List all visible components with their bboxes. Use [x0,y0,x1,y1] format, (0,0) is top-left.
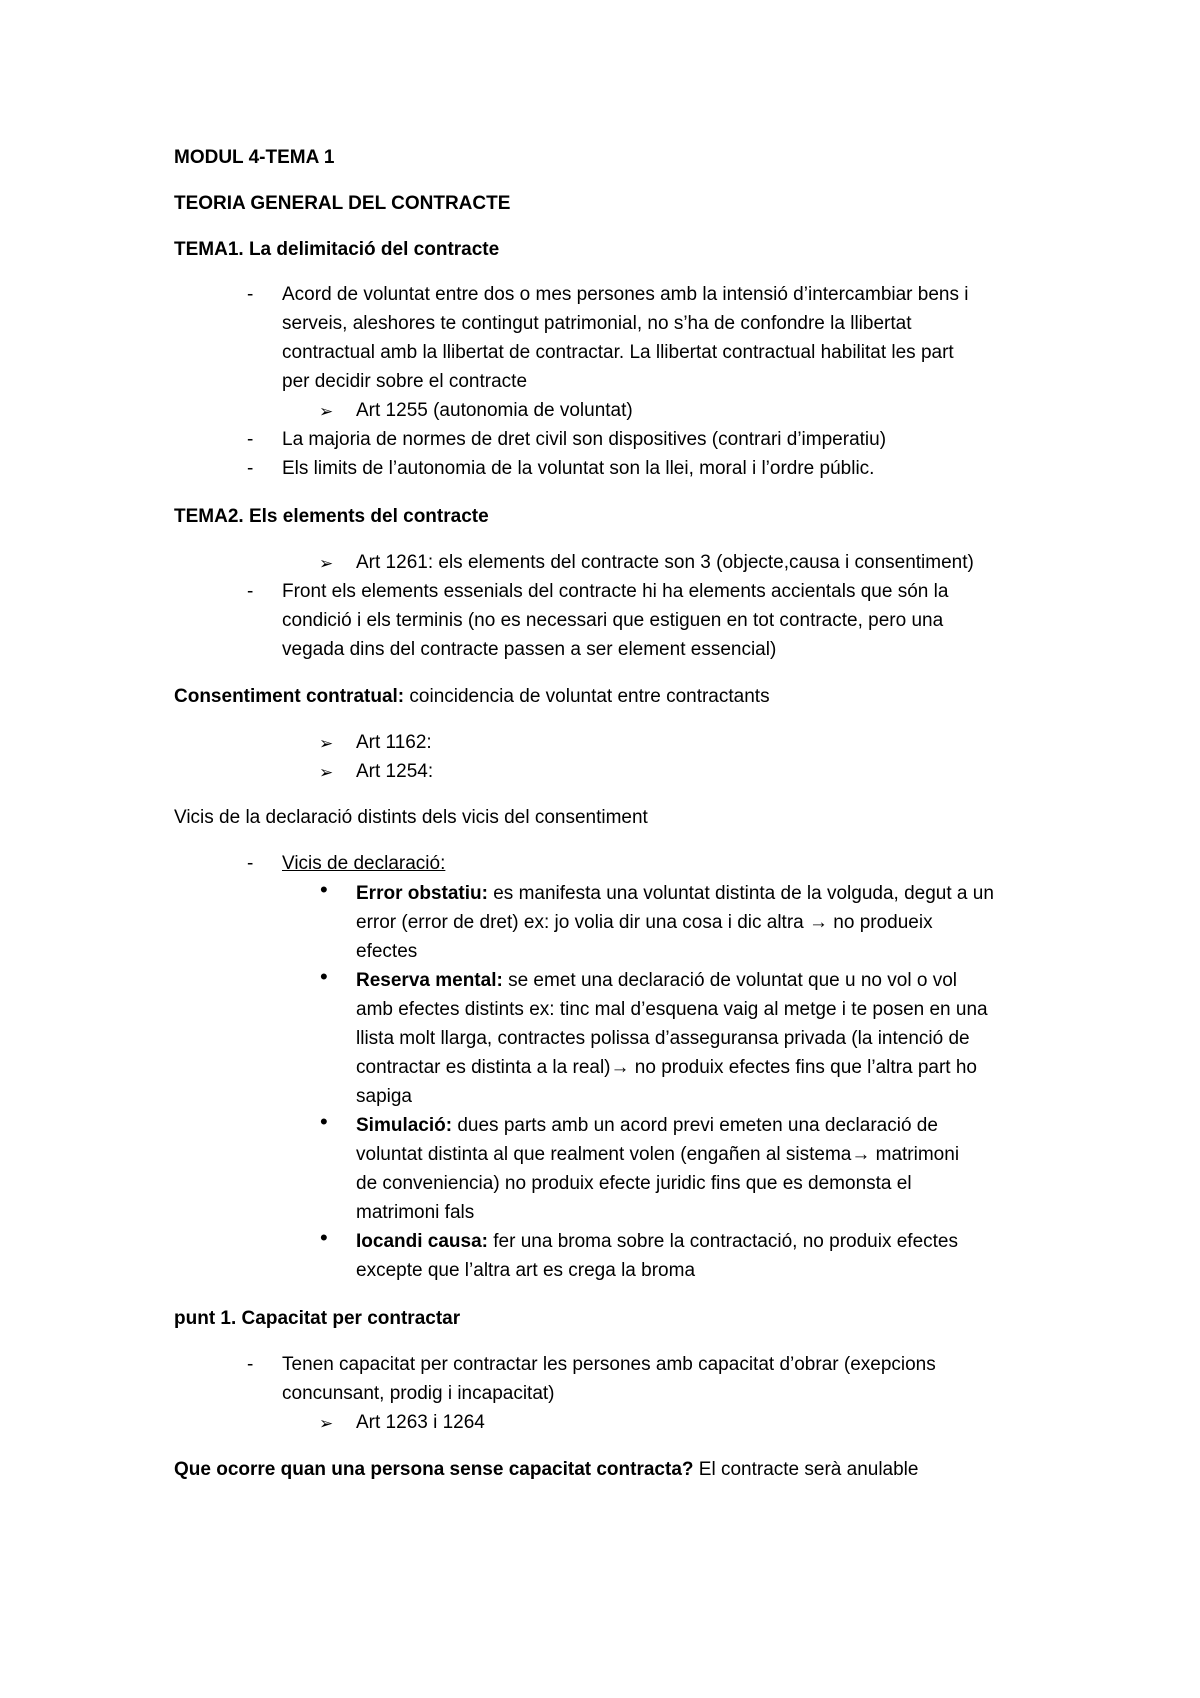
article-ref: Art 1255 (autonomia de voluntat) [356,400,633,421]
bullet-text: se emet una declaració de voluntat que u no vol o vol [502,970,957,991]
bullet-text: es manifesta una voluntat distinta de la volguda, degut a un [487,883,994,904]
bullet-item [356,1228,958,1256]
term-bold: Reserva mental: [356,970,503,991]
list-item: Tenen capacitat per contractar les persones amb capacitat d’obrar (exepcions [282,1354,936,1375]
bullet-text: error (error de dret) ex: jo volia dir una cosa i dic altra [356,912,810,933]
section-heading-tema1: TEMA1. La delimitació del contracte [174,239,500,260]
list-item-cont: condició i els terminis (no es necessari que estiguen en tot contracte, pero una [282,610,944,631]
subheading-vicis-declaracio: Vicis de declaració: [282,853,446,874]
arrow-bullet-icon: ➢ [319,554,334,573]
list-item: La majoria de normes de dret civil son dispositives (contrari d’imperatiu) [282,429,887,450]
article-ref: Art 1254: [356,761,434,782]
bullet-text: no produix efectes fins que l’altra part ho [629,1057,977,1078]
document-title: TEORIA GENERAL DEL CONTRACTE [174,193,511,214]
right-arrow-icon: → [610,1057,630,1078]
right-arrow-icon: → [851,1144,871,1165]
section-heading-tema2: TEMA2. Els elements del contracte [174,506,489,527]
right-arrow-icon: → [809,912,829,933]
bullet-item [356,880,994,908]
bullet-item-cont: sapiga [356,1086,412,1107]
term-bold: Consentiment contratual: [174,686,405,707]
bullet-text: matrimoni [870,1144,960,1165]
article-ref: Art 1263 i 1264 [356,1412,485,1433]
arrow-bullet-icon: ➢ [319,763,334,782]
bullet-text: fer una broma sobre la contractació, no produix efectes [488,1231,958,1252]
bullet-text: voluntat distinta al que realment volen (engañen al sistema [356,1144,852,1165]
bullet-icon: • [320,964,328,989]
dash-marker: - [247,1354,254,1375]
list-item-cont: serveis, aleshores te contingut patrimonial, no s’ha de confondre la llibertat [282,313,912,334]
answer-text: El contracte serà anulable [693,1459,919,1480]
paragraph-question [174,1456,918,1484]
term-bold: Simulació: [356,1115,453,1136]
arrow-bullet-icon: ➢ [319,402,334,421]
bullet-item-cont: matrimoni fals [356,1202,475,1223]
dash-marker: - [247,853,254,874]
bullet-item-cont: llista molt llarga, contractes polissa d’asseguransa privada (la intenció de [356,1028,970,1049]
bullet-icon: • [320,1109,328,1134]
bullet-item-cont: de conveniencia) no produix efecte juridic fins que es demonsta el [356,1173,912,1194]
bullet-text: contractar es distinta a la real) [356,1057,611,1078]
paragraph-vicis: Vicis de la declaració distints dels vicis del consentiment [174,807,648,828]
paragraph-consentiment [174,683,770,711]
question-bold: Que ocorre quan una persona sense capacitat contracta? [174,1459,694,1480]
bullet-item-cont: excepte que l’altra art es crega la broma [356,1260,696,1281]
list-item: Els limits de l’autonomia de la voluntat son la llei, moral i l’ordre públic. [282,458,875,479]
article-ref: Art 1162: [356,732,432,753]
bullet-item-cont [356,1054,977,1082]
bullet-text: no produeix [828,912,933,933]
bullet-text: dues parts amb un acord previ emeten una declaració de [452,1115,938,1136]
section-heading-punt1: punt 1. Capacitat per contractar [174,1308,461,1329]
list-item-cont: concunsant, prodig i incapacitat) [282,1383,555,1404]
arrow-bullet-icon: ➢ [319,734,334,753]
list-item: Acord de voluntat entre dos o mes persones amb la intensió d’intercambiar bens i [282,284,969,305]
bullet-item-cont [356,909,933,937]
list-item-cont: vegada dins del contracte passen a ser element essencial) [282,639,777,660]
dash-marker: - [247,284,254,305]
bullet-item [356,967,957,995]
list-item-cont: per decidir sobre el contracte [282,371,528,392]
bullet-item-cont: efectes [356,941,418,962]
module-title: MODUL 4-TEMA 1 [174,147,335,168]
term-bold: Error obstatiu: [356,883,488,904]
bullet-item [356,1112,938,1140]
bullet-item-cont [356,1141,959,1169]
term-bold: Iocandi causa: [356,1231,488,1252]
dash-marker: - [247,458,254,479]
definition-text: coincidencia de voluntat entre contractants [404,686,770,707]
arrow-bullet-icon: ➢ [319,1414,334,1433]
article-ref: Art 1261: els elements del contracte son 3 (objecte,causa i consentiment) [356,552,974,573]
bullet-icon: • [320,877,328,902]
dash-marker: - [247,429,254,450]
list-item: Front els elements essenials del contracte hi ha elements accientals que són la [282,581,949,602]
bullet-item-cont: amb efectes distints ex: tinc mal d’esquena vaig al metge i te posen en una [356,999,988,1020]
bullet-icon: • [320,1225,328,1250]
list-item-cont: contractual amb la llibertat de contractar. La llibertat contractual habilitat les part [282,342,954,363]
dash-marker: - [247,581,254,602]
